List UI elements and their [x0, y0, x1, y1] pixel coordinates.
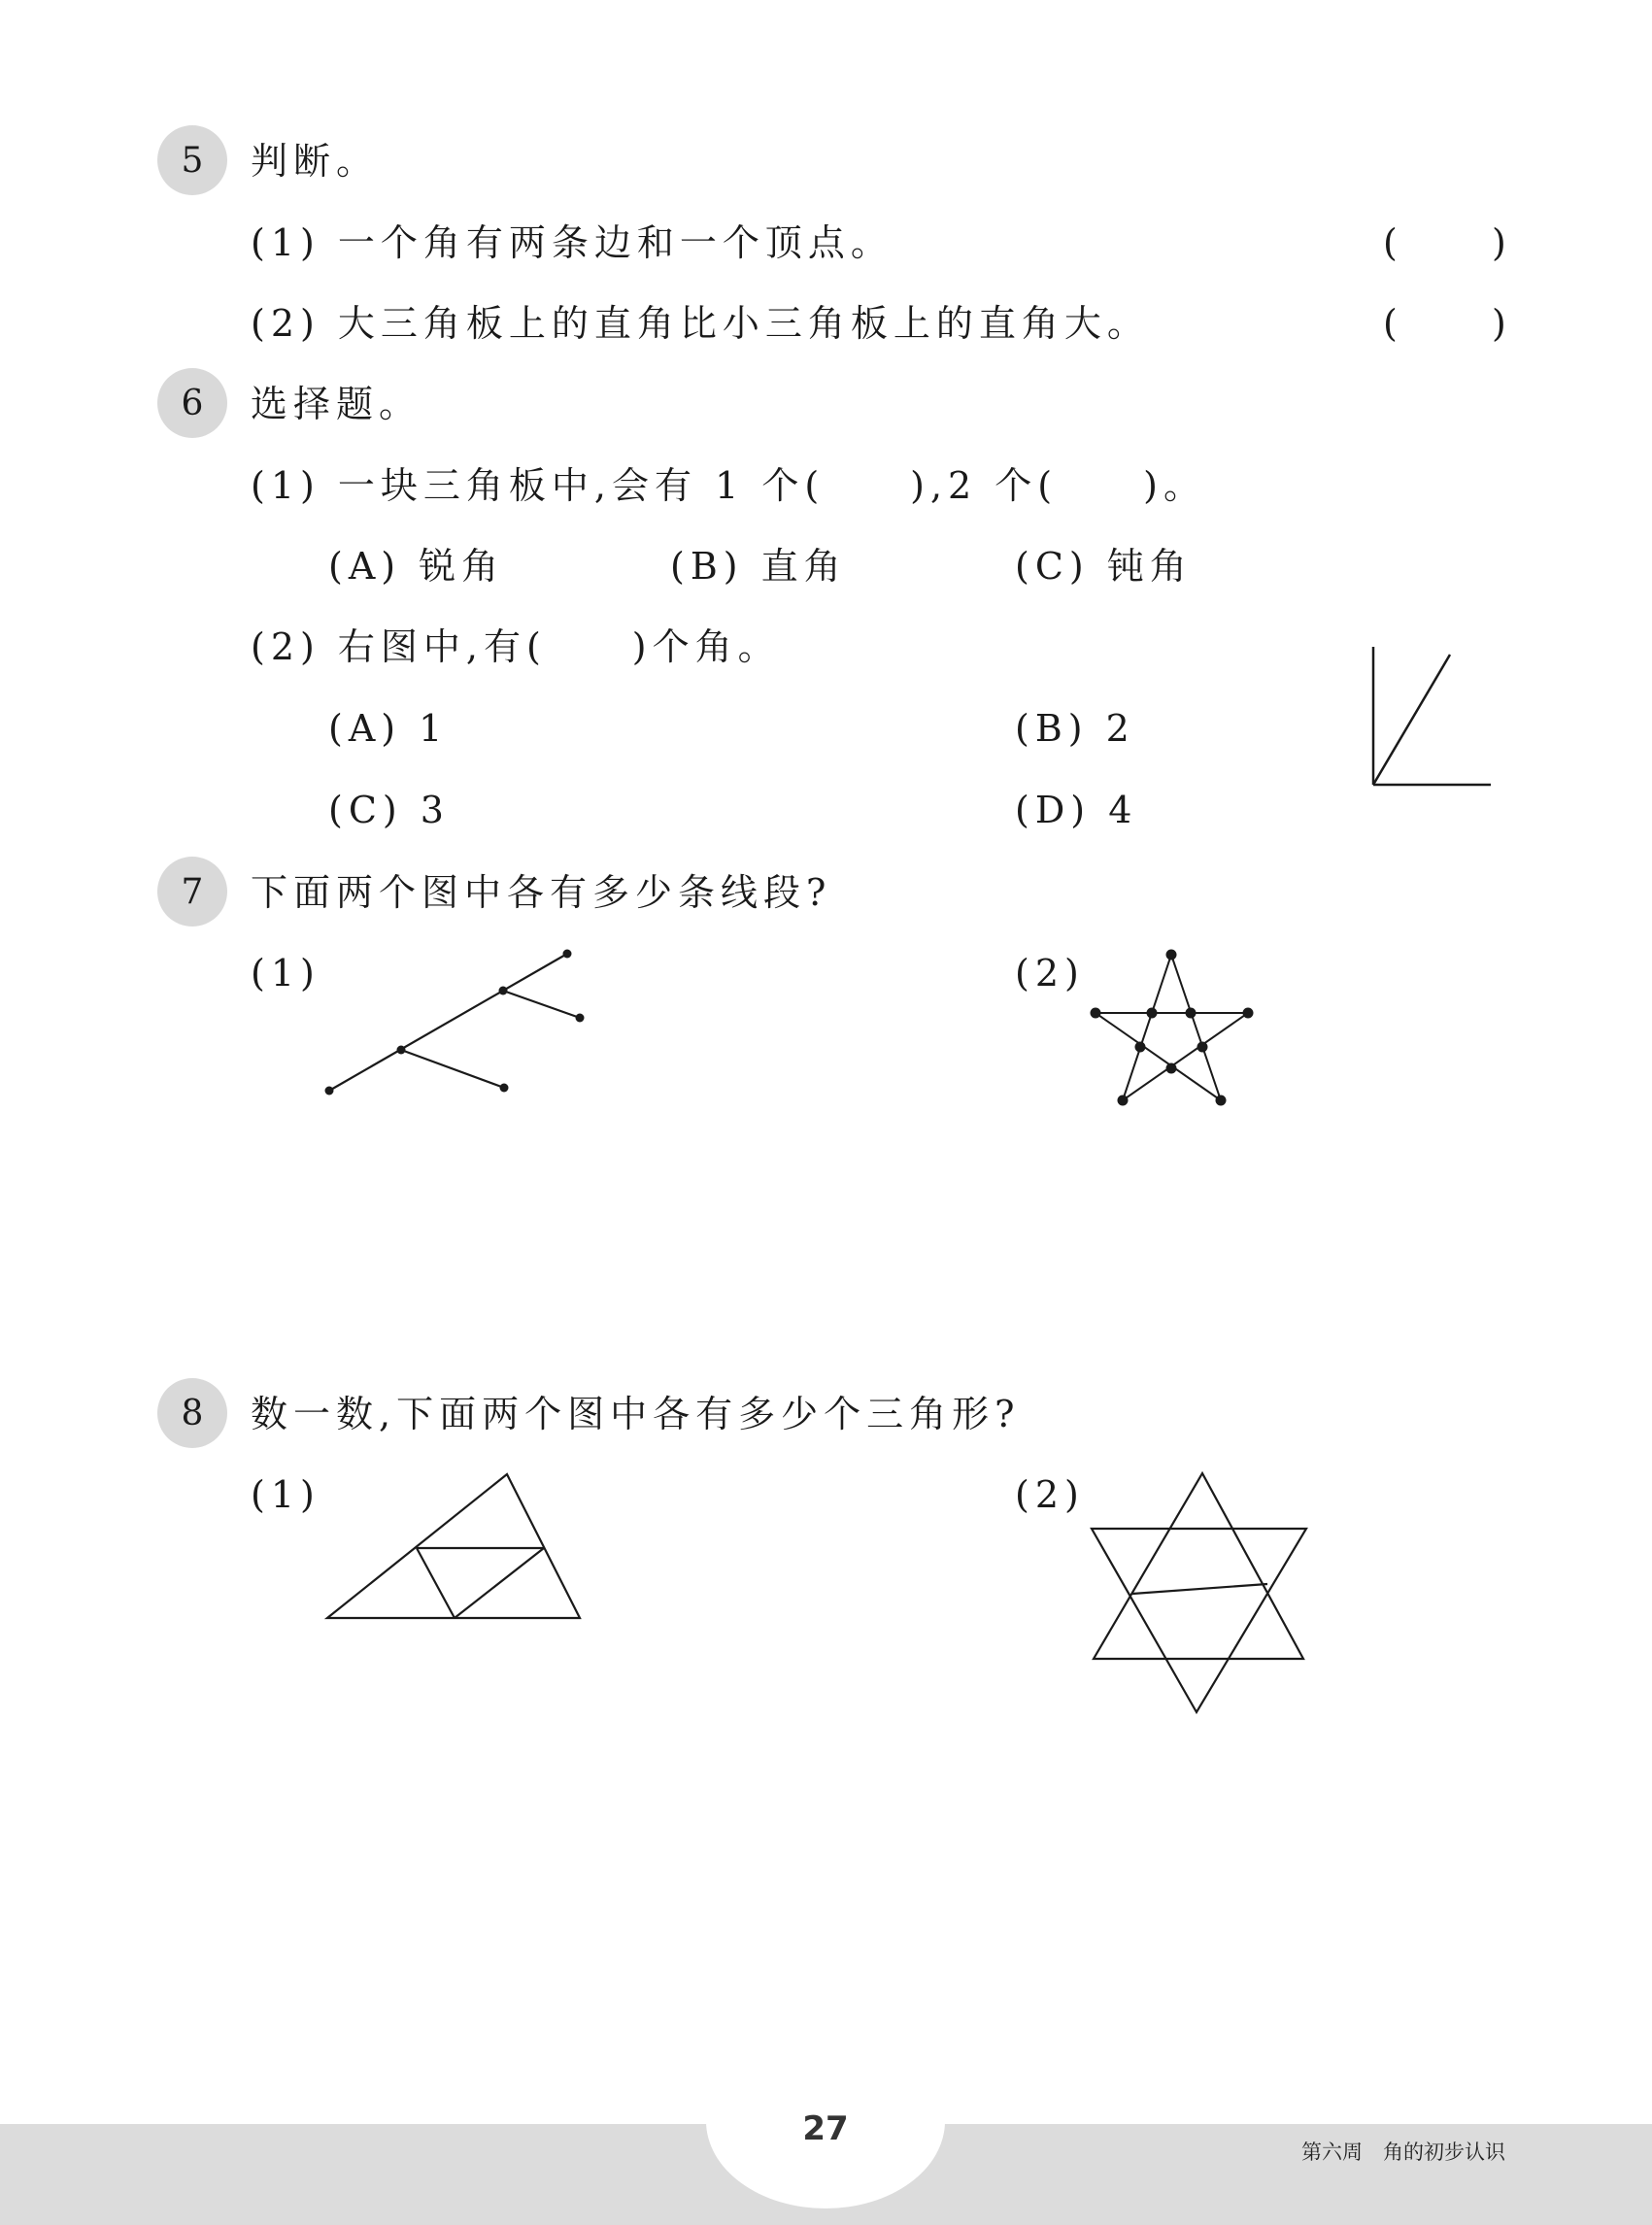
- q6-part-2-option-a[interactable]: (A) 1: [328, 707, 449, 750]
- triangle-count-figure-2: [1078, 1462, 1316, 1719]
- question-5-title: 判断。: [251, 140, 380, 183]
- star-vertex: [1166, 950, 1177, 961]
- q5-item-1-answer-open[interactable]: (: [1383, 221, 1398, 264]
- question-6-title: 选择题。: [251, 383, 422, 425]
- q6-part-2-option-c[interactable]: (C) 3: [328, 789, 450, 831]
- q6-part-1-option-a[interactable]: (A) 锐角: [328, 545, 505, 588]
- q6-part-2-text: (2) 右图中,有( )个角。: [251, 625, 781, 668]
- star-vertex: [1216, 1096, 1227, 1106]
- q6-part-2-option-b[interactable]: (B) 2: [1015, 707, 1135, 750]
- question-6-number: 6: [157, 368, 227, 438]
- line-segment-figure: [316, 942, 597, 1102]
- q5-item-2-answer-open[interactable]: (: [1383, 302, 1398, 345]
- star-intersection: [1166, 1063, 1177, 1074]
- q6-part-1-option-b[interactable]: (B) 直角: [670, 545, 847, 588]
- question-8-title: 数一数,下面两个图中各有多少个三角形?: [251, 1393, 1021, 1435]
- star-vertex: [1118, 1096, 1129, 1106]
- segment-point: [500, 1084, 509, 1093]
- star-intersection: [1135, 1042, 1146, 1053]
- q8-figure-1-label: (1): [251, 1473, 320, 1516]
- star-intersection: [1147, 1008, 1158, 1019]
- segment-point: [576, 1014, 585, 1023]
- q7-figure-1-label: (1): [251, 952, 320, 995]
- question-7-title: 下面两个图中各有多少条线段?: [251, 871, 832, 914]
- q7-figure-2-label: (2): [1015, 952, 1085, 995]
- triangle-count-figure-1: [316, 1462, 592, 1627]
- q5-item-1-text: (1) 一个角有两条边和一个顶点。: [251, 221, 893, 264]
- q8-figure-2-label: (2): [1015, 1473, 1085, 1516]
- angle-figure: [1360, 641, 1496, 792]
- angle-figure-slanted-ray: [1373, 655, 1450, 785]
- q6-part-1-text: (1) 一块三角板中,会有 1 个( ),2 个( )。: [251, 464, 1206, 507]
- question-5-number: 5: [157, 125, 227, 195]
- star-figure: [1078, 942, 1263, 1112]
- star-intersection: [1197, 1042, 1208, 1053]
- segment-point: [397, 1046, 406, 1055]
- q6-part-1-option-c[interactable]: (C) 钝角: [1015, 545, 1193, 588]
- star-vertex: [1091, 1008, 1101, 1019]
- q5-item-2-answer-close[interactable]: ): [1492, 302, 1506, 345]
- question-8-number: 8: [157, 1378, 227, 1448]
- page-number: 27: [802, 2109, 849, 2148]
- star-intersection: [1186, 1008, 1197, 1019]
- segment-point: [499, 987, 508, 995]
- q5-item-2-text: (2) 大三角板上的直角比小三角板上的直角大。: [251, 302, 1150, 345]
- question-7-number: 7: [157, 857, 227, 927]
- chapter-title: 第六周 角的初步认识: [1301, 2141, 1505, 2164]
- q5-item-1-answer-close[interactable]: ): [1492, 221, 1506, 264]
- q6-part-2-option-d[interactable]: (D) 4: [1015, 789, 1138, 831]
- segment-point: [325, 1087, 334, 1096]
- star-vertex: [1243, 1008, 1254, 1019]
- segment-point: [563, 950, 572, 959]
